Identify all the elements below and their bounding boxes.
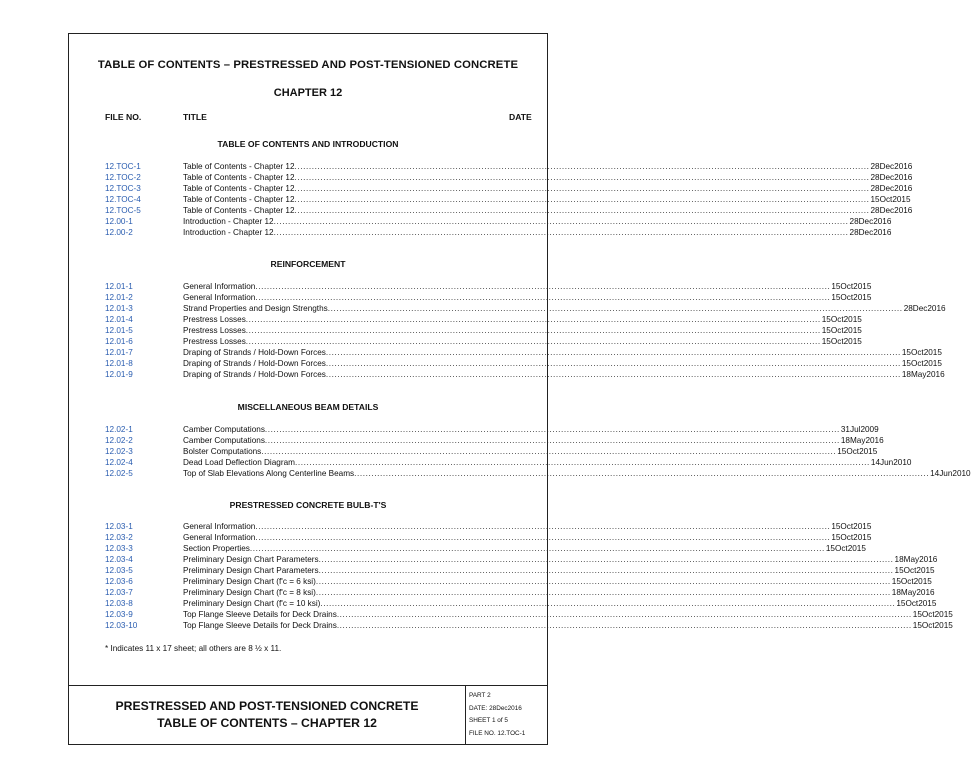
row-date: 28Dec2016: [903, 304, 946, 313]
row-date: 15Oct2015: [870, 195, 911, 204]
row-title: Table of Contents - Chapter 12: [183, 195, 295, 204]
row-date: 15Oct2015: [825, 544, 866, 553]
row-date: 15Oct2015: [831, 522, 872, 531]
row-date: 15Oct2015: [894, 566, 935, 575]
section-heading: REINFORCEMENT: [270, 259, 346, 269]
row-date: 15Oct2015: [831, 282, 872, 291]
section-heading: PRESTRESSED CONCRETE BULB-T'S: [229, 500, 387, 510]
row-title: Section Properties: [183, 544, 250, 553]
file-link[interactable]: 12.TOC-3: [105, 184, 141, 193]
row-date: 28Dec2016: [849, 228, 892, 237]
toc-row: 12.02-5 Top of Slab Elevations Along Centerline Beams ........................................................................................................................................................................................................ 14Jun2010: [105, 469, 971, 478]
toc-row: 12.01-4 Prestress Losses ........................................................................................................................................................................................................ 15Oct2015: [105, 315, 862, 324]
row-title: Preliminary Design Chart (f'c = 8 ksi): [183, 588, 316, 597]
section-heading: TABLE OF CONTENTS AND INTRODUCTION: [217, 139, 399, 149]
row-title: Top Flange Sleeve Details for Deck Drains: [183, 621, 337, 630]
toc-row: 12.02-2 Camber Computations ........................................................................................................................................................................................................ 18May2016: [105, 436, 884, 445]
file-link[interactable]: 12.03-2: [105, 533, 133, 542]
row-date: 31Jul2009: [840, 425, 879, 434]
toc-row: 12.03-5 Preliminary Design Chart Parameters ........................................................................................................................................................................................................ 15Oct2015: [105, 566, 935, 575]
row-date: 15Oct2015: [821, 326, 862, 335]
row-date: 18May2016: [901, 370, 945, 379]
file-link[interactable]: 12.01-5: [105, 326, 133, 335]
toc-row: 12.02-1 Camber Computations ........................................................................................................................................................................................................ 31Jul2009: [105, 425, 879, 434]
row-title: Dead Load Deflection Diagram: [183, 458, 295, 467]
toc-row: 12.01-5 Prestress Losses ........................................................................................................................................................................................................ 15Oct2015: [105, 326, 862, 335]
file-link[interactable]: 12.03-3: [105, 544, 133, 553]
document-sheet: [68, 33, 971, 745]
row-title: Table of Contents - Chapter 12: [183, 162, 295, 171]
row-date: 15Oct2015: [912, 610, 953, 619]
toc-row: 12.00-1 Introduction - Chapter 12 ........................................................................................................................................................................................................ 28Dec2016: [105, 217, 892, 226]
file-link[interactable]: 12.01-3: [105, 304, 133, 313]
row-title: General Information: [183, 293, 256, 302]
row-title: Draping of Strands / Hold-Down Forces: [183, 370, 326, 379]
file-link[interactable]: 12.03-6: [105, 577, 133, 586]
row-title: Top of Slab Elevations Along Centerline Beams: [183, 469, 355, 478]
row-title: Preliminary Design Chart (f'c = 10 ksi): [183, 599, 321, 608]
file-link[interactable]: 12.TOC-2: [105, 173, 141, 182]
row-date: 15Oct2015: [821, 315, 862, 324]
toc-row: 12.TOC-1 Table of Contents - Chapter 12 ........................................................................................................................................................................................................ 28Dec2016: [105, 162, 913, 171]
toc-row: 12.01-9 Draping of Strands / Hold-Down Forces ........................................................................................................................................................................................................ 18May2016: [105, 370, 945, 379]
file-link[interactable]: 12.01-7: [105, 348, 133, 357]
row-title: Table of Contents - Chapter 12: [183, 173, 295, 182]
toc-row: 12.03-3 Section Properties ........................................................................................................................................................................................................ 15Oct2015: [105, 544, 866, 553]
row-title: Prestress Losses: [183, 337, 246, 346]
file-link[interactable]: 12.02-4: [105, 458, 133, 467]
file-link[interactable]: 12.01-4: [105, 315, 133, 324]
file-link[interactable]: 12.03-10: [105, 621, 138, 630]
row-title: Bolster Computations: [183, 447, 262, 456]
row-title: Draping of Strands / Hold-Down Forces: [183, 348, 326, 357]
file-link[interactable]: 12.00-1: [105, 217, 133, 226]
row-title: Preliminary Design Chart (f'c = 6 ksi): [183, 577, 316, 586]
toc-row: 12.03-7 Preliminary Design Chart (f'c = 8 ksi) ........................................................................................................................................................................................................ 18May2016: [105, 588, 935, 597]
file-link[interactable]: 12.01-2: [105, 293, 133, 302]
file-link[interactable]: 12.TOC-1: [105, 162, 141, 171]
toc-row: 12.03-9 Top Flange Sleeve Details for Deck Drains ........................................................................................................................................................................................................ 15Oct2015: [105, 610, 953, 619]
footnote: * Indicates 11 x 17 sheet; all others are 8 ½ x 11.: [105, 644, 282, 653]
file-link[interactable]: 12.00-2: [105, 228, 133, 237]
row-title: Prestress Losses: [183, 326, 246, 335]
file-link[interactable]: 12.02-1: [105, 425, 133, 434]
file-link[interactable]: 12.01-6: [105, 337, 133, 346]
document-title: TABLE OF CONTENTS – PRESTRESSED AND POST-TENSIONED CONCRETE: [97, 59, 519, 71]
toc-row: 12.01-7 Draping of Strands / Hold-Down Forces ........................................................................................................................................................................................................ 15Oct2015: [105, 348, 942, 357]
footer-sheet: SHEET 1 of 5: [469, 717, 508, 724]
toc-row: 12.03-6 Preliminary Design Chart (f'c = 6 ksi) ........................................................................................................................................................................................................ 15Oct2015: [105, 577, 932, 586]
file-link[interactable]: 12.02-3: [105, 447, 133, 456]
file-link[interactable]: 12.01-9: [105, 370, 133, 379]
toc-row: 12.TOC-5 Table of Contents - Chapter 12 ........................................................................................................................................................................................................ 28Dec2016: [105, 206, 913, 215]
row-date: 28Dec2016: [849, 217, 892, 226]
row-title: Table of Contents - Chapter 12: [183, 206, 295, 215]
file-link[interactable]: 12.TOC-5: [105, 206, 141, 215]
row-title: Strand Properties and Design Strengths: [183, 304, 328, 313]
toc-row: 12.02-4 Dead Load Deflection Diagram ........................................................................................................................................................................................................ 14Jun2010: [105, 458, 912, 467]
file-link[interactable]: 12.03-7: [105, 588, 133, 597]
toc-row: 12.02-3 Bolster Computations ........................................................................................................................................................................................................ 15Oct2015: [105, 447, 878, 456]
toc-row: 12.01-6 Prestress Losses ........................................................................................................................................................................................................ 15Oct2015: [105, 337, 862, 346]
row-title: Draping of Strands / Hold-Down Forces: [183, 359, 326, 368]
file-link[interactable]: 12.03-4: [105, 555, 133, 564]
row-title: General Information: [183, 522, 256, 531]
row-title: Introduction - Chapter 12: [183, 217, 274, 226]
row-title: Camber Computations: [183, 425, 265, 434]
footer-title-block: [69, 685, 547, 744]
toc-row: 12.01-8 Draping of Strands / Hold-Down Forces ........................................................................................................................................................................................................ 15Oct2015: [105, 359, 942, 368]
row-title: General Information: [183, 282, 256, 291]
footer-part: PART 2: [469, 692, 491, 699]
toc-row: 12.03-10 Top Flange Sleeve Details for Deck Drains ........................................................................................................................................................................................................ 15Oct2015: [105, 621, 953, 630]
row-title: Preliminary Design Chart Parameters: [183, 555, 319, 564]
row-title: Top Flange Sleeve Details for Deck Drains: [183, 610, 337, 619]
footer-file-no: FILE NO. 12.TOC-1: [469, 729, 526, 737]
column-header-file-no: FILE NO.: [105, 112, 142, 122]
row-date: 28Dec2016: [870, 162, 913, 171]
toc-row: 12.TOC-2 Table of Contents - Chapter 12 ........................................................................................................................................................................................................ 28Dec2016: [105, 173, 913, 182]
row-date: 15Oct2015: [837, 447, 878, 456]
row-date: 15Oct2015: [821, 337, 862, 346]
row-title: Camber Computations: [183, 436, 265, 445]
chapter-heading: CHAPTER 12: [273, 87, 343, 99]
toc-row: 12.03-1 General Information ........................................................................................................................................................................................................ 15Oct2015: [105, 522, 872, 531]
row-title: Introduction - Chapter 12: [183, 228, 274, 237]
file-link[interactable]: 12.01-8: [105, 359, 133, 368]
column-header-title: TITLE: [183, 112, 207, 122]
footer-title: [69, 698, 465, 732]
row-date: 18May2016: [840, 436, 884, 445]
toc-row: 12.TOC-3 Table of Contents - Chapter 12 ........................................................................................................................................................................................................ 28Dec2016: [105, 184, 913, 193]
toc-row: 12.03-2 General Information ........................................................................................................................................................................................................ 15Oct2015: [105, 533, 872, 542]
row-title: Prestress Losses: [183, 315, 246, 324]
file-link[interactable]: 12.01-1: [105, 282, 133, 291]
footer-title-line: TABLE OF CONTENTS – CHAPTER 12: [157, 716, 377, 730]
row-date: 15Oct2015: [901, 359, 942, 368]
file-link[interactable]: 12.02-5: [105, 469, 133, 478]
toc-row: 12.TOC-4 Table of Contents - Chapter 12 ........................................................................................................................................................................................................ 15Oct2015: [105, 195, 911, 204]
section-heading: MISCELLANEOUS BEAM DETAILS: [237, 402, 379, 412]
row-date: 28Dec2016: [870, 184, 913, 193]
file-link[interactable]: 12.03-1: [105, 522, 133, 531]
toc-row: 12.03-4 Preliminary Design Chart Parameters ........................................................................................................................................................................................................ 18May2016: [105, 555, 938, 564]
row-date: 18May2016: [891, 588, 935, 597]
row-date: 28Dec2016: [870, 206, 913, 215]
row-date: 14Jun2010: [930, 469, 971, 478]
row-date: 15Oct2015: [891, 577, 932, 586]
footer-date: DATE: 28Dec2016: [469, 704, 522, 712]
row-title: General Information: [183, 533, 256, 542]
file-link[interactable]: 12.03-9: [105, 610, 133, 619]
row-date: 15Oct2015: [831, 533, 872, 542]
row-date: 28Dec2016: [870, 173, 913, 182]
column-header-date: DATE: [509, 112, 532, 122]
toc-row: 12.01-1 General Information ........................................................................................................................................................................................................ 15Oct2015: [105, 282, 872, 291]
row-date: 15Oct2015: [912, 621, 953, 630]
file-link[interactable]: 12.02-2: [105, 436, 133, 445]
toc-row: 12.03-8 Preliminary Design Chart (f'c = 10 ksi) ........................................................................................................................................................................................................ 15Oct2015: [105, 599, 937, 608]
row-date: 18May2016: [894, 555, 938, 564]
file-link[interactable]: 12.TOC-4: [105, 195, 141, 204]
toc-row: 12.01-3 Strand Properties and Design Strengths ........................................................................................................................................................................................................ 28Dec2016: [105, 304, 946, 313]
footer-title-line: PRESTRESSED AND POST-TENSIONED CONCRETE: [115, 699, 419, 713]
row-date: 14Jun2010: [870, 458, 912, 467]
toc-row: 12.00-2 Introduction - Chapter 12 ........................................................................................................................................................................................................ 28Dec2016: [105, 228, 892, 237]
row-title: Preliminary Design Chart Parameters: [183, 566, 319, 575]
row-date: 15Oct2015: [896, 599, 937, 608]
file-link[interactable]: 12.03-5: [105, 566, 133, 575]
file-link[interactable]: 12.03-8: [105, 599, 133, 608]
toc-row: 12.01-2 General Information ........................................................................................................................................................................................................ 15Oct2015: [105, 293, 872, 302]
row-title: Table of Contents - Chapter 12: [183, 184, 295, 193]
row-date: 15Oct2015: [901, 348, 942, 357]
row-date: 15Oct2015: [831, 293, 872, 302]
footer-info-box: [465, 686, 547, 744]
